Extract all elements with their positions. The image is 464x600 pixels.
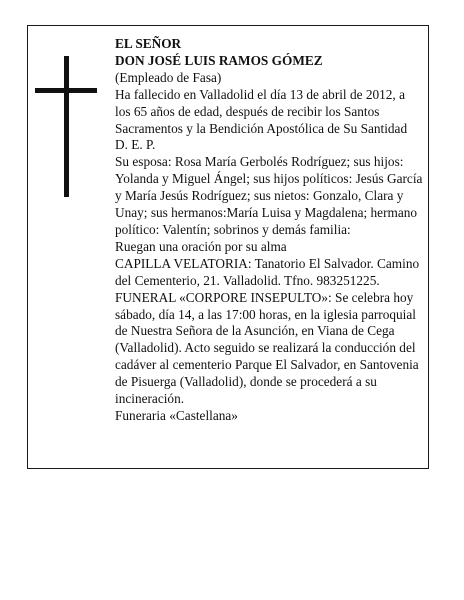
rest-in-peace: D. E. P.: [115, 137, 156, 153]
prayer-request: Ruegan una oración por su alma: [115, 238, 287, 254]
deceased-name: DON JOSÉ LUIS RAMOS GÓMEZ: [115, 52, 323, 68]
funeral-home: Funeraria «Castellana»: [115, 407, 238, 423]
funeral-information: FUNERAL «CORPORE INSEPULTO»: Se celebra hoy sábado, día 14, a las 17:00 horas, en la iglesia parroquial de Nuestra Señora de la Asunción, en Viana de Cega (Valladolid). Acto seguido se realizará la conducción del cadáver al cementerio Parque El Salvador, en Santovenia de Pisuerga (Valladolid), donde se procederá a su incineración.: [115, 289, 419, 407]
cross-vertical-bar: [64, 56, 69, 197]
chapel-information: CAPILLA VELATORIA: Tanatorio El Salvador. Camino del Cementerio, 21. Valladolid. Tfno. 983251225.: [115, 255, 420, 288]
family-members: Su esposa: Rosa María Gerbolés Rodríguez; sus hijos: Yolanda y Miguel Ángel; sus hijos políticos: Jesús García y María Jesús Rodríguez; sus nietos: Gonzalo, Clara y Unay; sus hermanos:María Luisa y Magdalena; hermano político: Valentín; sobrinos y demás familia:: [115, 154, 423, 237]
death-announcement: Ha fallecido en Valladolid el día 13 de abril de 2012, a los 65 años de edad, después de recibir los Santos Sacramentos y la Bendición Apostólica de Su Santidad: [115, 86, 408, 136]
obituary-text: [115, 36, 423, 425]
latin-cross-icon: [35, 56, 97, 197]
cross-horizontal-bar: [35, 88, 97, 93]
deceased-occupation: (Empleado de Fasa): [115, 69, 222, 85]
notice-title-line1: EL SEÑOR: [115, 36, 182, 51]
